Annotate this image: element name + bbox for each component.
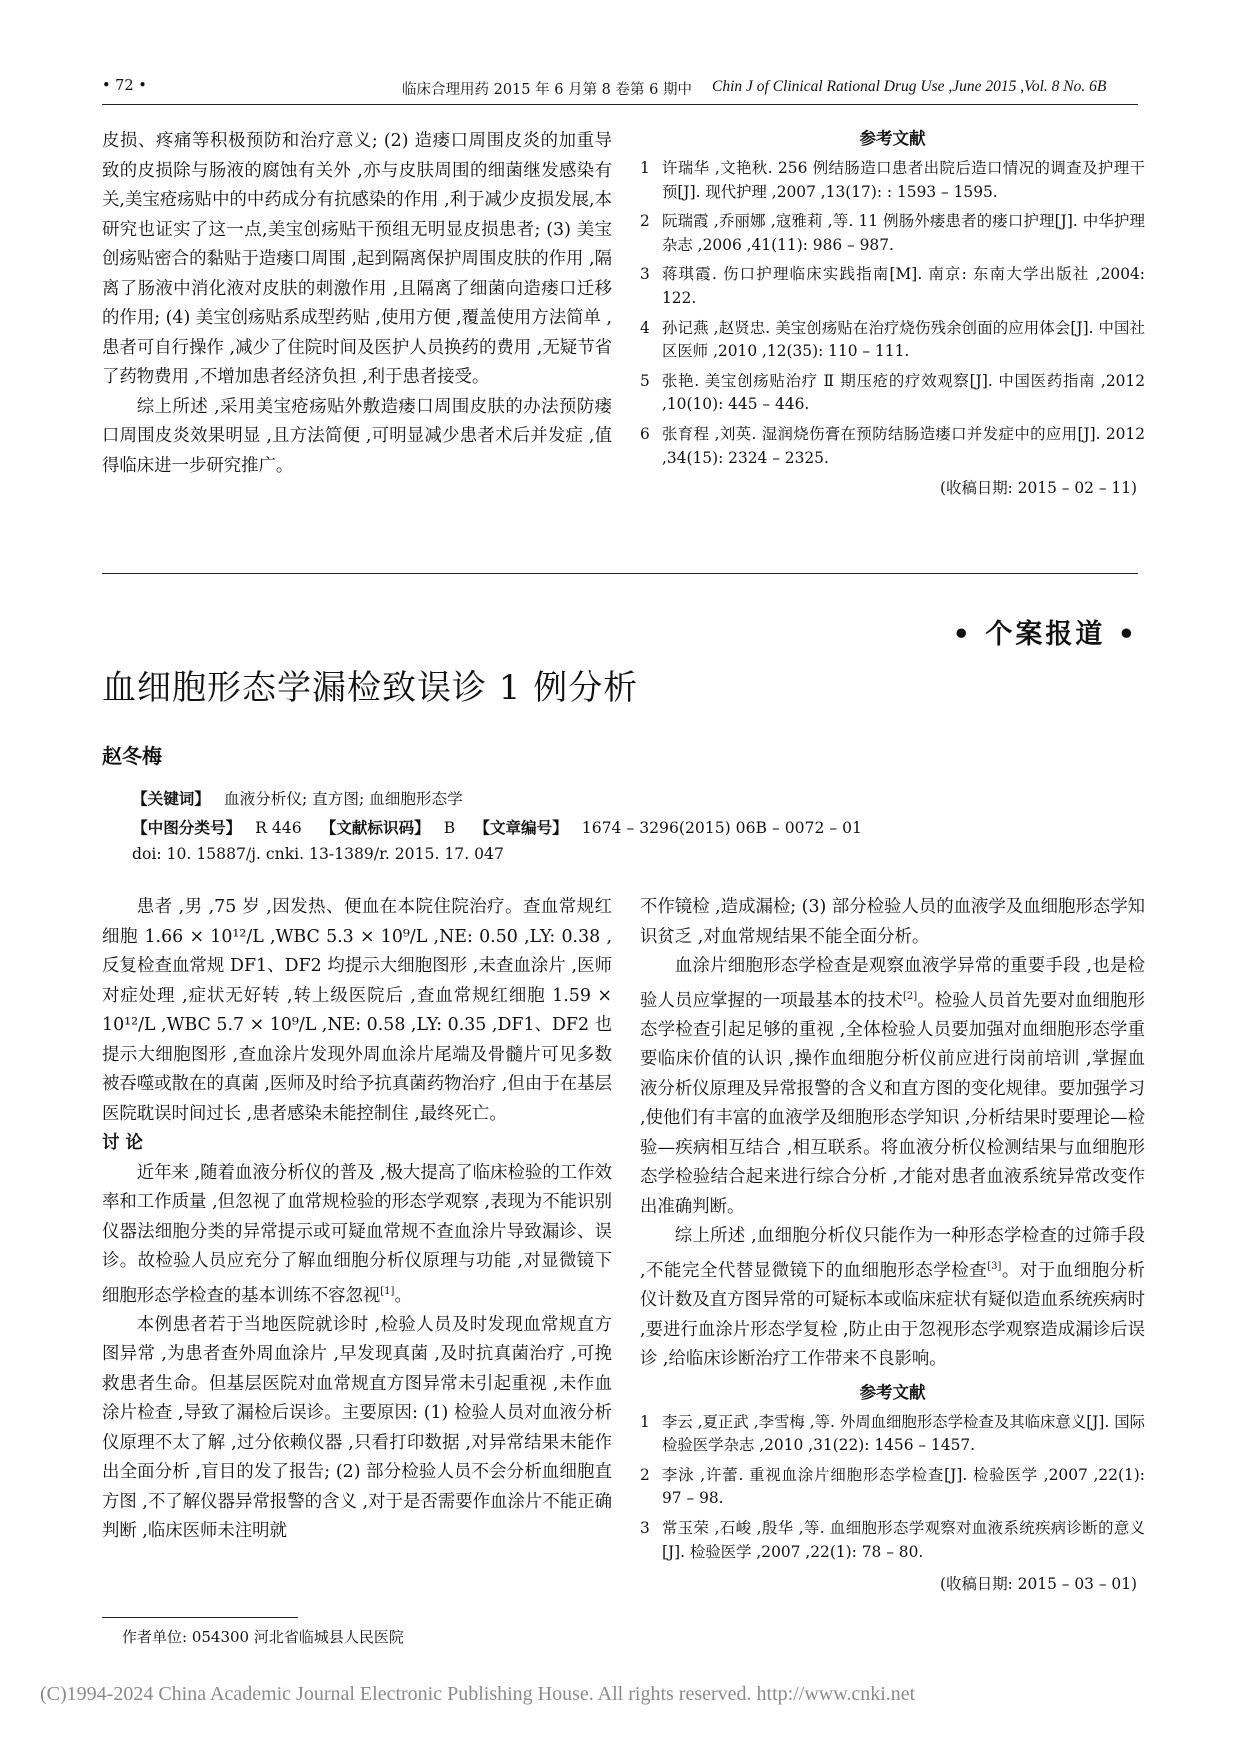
prev-article-references xyxy=(640,127,1145,498)
clc-label: 【中图分类号】 xyxy=(132,818,242,837)
prev-paragraph: 综上所述 ,采用美宝疮疡贴外敷造瘘口周围皮肤的办法预防瘘口周围皮炎效果明显 ,且方法简便 ,可明显减少患者术后并发症 ,值得临床进一步研究推广。 xyxy=(102,396,612,476)
footnote-rule xyxy=(102,1617,298,1618)
conclusion-paragraph: 综上所述 ,血细胞分析仪只能作为一种形态学检查的过筛手段 ,不能完全代替显微镜下的血细胞形态学检查[3]。对于血细胞分析仪计数及直方图异常的可疑标本或临床症状有疑似造血系统疾病时 ,要进行血涂片形态学复检 ,防止由于忽视形态学观察造成漏诊后误诊 ,给临床诊断治疗工作带来不良影响。 xyxy=(640,1226,1145,1370)
page-number: • 72 • xyxy=(102,78,147,94)
received-date: (收稿日期: 2015 – 03 – 01) xyxy=(940,1575,1137,1594)
keywords-label: 【关键词】 xyxy=(132,789,210,808)
prev-article-left-column xyxy=(102,127,612,481)
reference-item: 1 李云 ,夏正武 ,李雪梅 ,等. 外周血细胞形态学检查及其临床意义[J]. 国际检验医学杂志 ,2010 ,31(22): 1456 – 1457. xyxy=(640,1412,1145,1455)
reference-item: 3 蒋琪霞. 伤口护理临床实践指南[M]. 南京: 东南大学出版社 ,2004: 122. xyxy=(640,265,1145,307)
reference-item: 2 阮瑞霞 ,乔丽娜 ,寇雅莉 ,等. 11 例肠外瘘患者的瘘口护理[J]. 中华护理杂志 ,2006 ,41(11): 986 – 987. xyxy=(640,212,1145,254)
continued-paragraph: 不作镜检 ,造成漏检; (3) 部分检验人员的血液学及血细胞形态学知识贫乏 ,对血常规结果不能全面分析。 xyxy=(640,897,1145,947)
references-title: 参考文献 xyxy=(859,129,926,148)
classification-line xyxy=(132,816,862,838)
doi-line: doi: 10. 15887/j. cnki. 13-1389/r. 2015. 17. 047 xyxy=(132,845,504,863)
article-no-label: 【文章编号】 xyxy=(474,818,568,837)
journal-header-cn: 临床合理用药 2015 年 6 月第 8 卷第 6 期中 xyxy=(402,82,692,98)
section-label: • 个案报道 • xyxy=(952,619,1138,650)
reference-item: 5 张艳. 美宝创疡贴治疗 Ⅱ 期压疮的疗效观察[J]. 中国医药指南 ,2012 ,10(10): 445 – 446. xyxy=(640,371,1145,414)
reference-item: 2 李泳 ,许蕾. 重视血涂片细胞形态学检查[J]. 检验医学 ,2007 ,22(1): 97 – 98. xyxy=(640,1465,1145,1508)
article-left-column xyxy=(102,893,612,1547)
keywords-line xyxy=(132,787,463,809)
discussion-heading: 讨 论 xyxy=(102,1133,143,1153)
discussion-paragraph: 血涂片细胞形态学检查是观察血液学异常的重要手段 ,也是检验人员应掌握的一项最基本的技术[2]。检验人员首先要对血细胞形态学检查引起足够的重视 ,全体检验人员要加强对血细胞形态学重要临床价值的认识 ,操作血细胞分析仪前应进行岗前培训 ,掌握血液分析仪原理及异常报警的含义和直方图的变化规律。要加强学习 ,使他们有丰富的血液学及细胞形态学知识 ,分析结果时要理论—检验—疾病相互结合 ,相互联系。将血液分析仪检测结果与血细胞形态学检验结合起来进行综合分析 ,才能对患者血液系统异常改变作出准确判断。 xyxy=(640,956,1145,1217)
doc-code-label: 【文献标识码】 xyxy=(320,818,430,837)
prev-paragraph: 皮损、疼痛等积极预防和治疗意义; (2) 造瘘口周围皮炎的加重导致的皮损除与肠液的腐蚀有关外 ,亦与皮肤周围的细菌继发感染有关,美宝疮疡贴中的中药成分有抗感染的作用 ,利于减少皮损发展,本研究也证实了这一点,美宝创疡贴干预组无明显皮损患者; (3) 美宝创疡贴密合的黏贴于造瘘口周围 ,起到隔离保护周围皮肤的作用 ,隔离了肠液中消化液对皮肤的刺激作用 ,且隔离了细菌向造瘘口迁移的作用; (4) 美宝创疡贴系成型药贴 ,使用方便 ,覆盖使用方法简单 ,患者可自行操作 ,减少了住院时间及医护人员换药的费用 ,无疑节省了药物费用 ,不增加患者经济负担 ,利于患者接受。 xyxy=(102,131,612,387)
article-right-column xyxy=(640,893,1145,1600)
received-date: (收稿日期: 2015 – 02 – 11) xyxy=(940,479,1137,498)
reference-item: 6 张育程 ,刘英. 湿润烧伤膏在预防结肠造瘘口并发症中的应用[J]. 2012 ,34(15): 2324 – 2325. xyxy=(640,424,1145,467)
case-report-paragraph: 患者 ,男 ,75 岁 ,因发热、便血在本院住院治疗。查血常规红细胞 1.66 × 10¹²/L ,WBC 5.3 × 10⁹/L ,NE: 0.50 ,LY: 0.38 ,反复检查血常规 DF1、DF2 均提示大细胞图形 ,未查血涂片 ,医师对症处理 ,症状无好转 ,转上级医院后 ,查血常规红细胞 1.59 × 10¹²/L ,WBC 5.7 × 10⁹/L ,NE: 0.58 ,LY: 0.35 ,DF1、DF2 也提示大细胞图形 ,查血涂片发现外周血涂片尾端及骨髓片可见多数被吞噬或散在的真菌 ,医师及时给予抗真菌药物治疗 ,但由于在基层医院耽误时间过长 ,患者感染未能控制住 ,最终死亡。 xyxy=(102,897,612,1124)
header-rule xyxy=(102,104,1138,105)
article-author: 赵冬梅 xyxy=(102,744,162,768)
discussion-paragraph: 近年来 ,随着血液分析仪的普及 ,极大提高了临床检验的工作效率和工作质量 ,但忽视了血常规检验的形态学观察 ,表现为不能识别仪器法细胞分类的异常提示或可疑血常规不查血涂片导致漏诊、误诊。故检验人员应充分了解血细胞分析仪原理与功能 ,对显微镜下细胞形态学检查的基本训练不容忽视[1]。 xyxy=(102,1162,612,1306)
author-affiliation: 作者单位: 054300 河北省临城县人民医院 xyxy=(122,1628,404,1646)
article-title: 血细胞形态学漏检致误诊 1 例分析 xyxy=(102,668,639,708)
keywords-value: 血液分析仪; 直方图; 血细胞形态学 xyxy=(223,790,463,808)
discussion-paragraph: 本例患者若于当地医院就诊时 ,检验人员及时发现血常规直方图异常 ,为患者查外周血涂片 ,早发现真菌 ,及时抗真菌治疗 ,可挽救患者生命。但基层医院对血常规直方图异常未引起重视 ,未作血涂片检查 ,导致了漏检后误诊。主要原因: (1) 检验人员对血液分析仪原理不太了解 ,过分依赖仪器 ,只看打印数据 ,对异常结果未能作出全面分析 ,盲目的发了报告; (2) 部分检验人员不会分析血细胞直方图 ,不了解仪器异常报警的含义 ,对于是否需要作血涂片不能正确判断 ,临床医师未注明就 xyxy=(102,1314,612,1542)
article-references xyxy=(640,1411,1145,1565)
references-title: 参考文献 xyxy=(859,1382,926,1402)
reference-item: 4 孙记燕 ,赵贤忠. 美宝创疡贴在治疗烧伤残余创面的应用体会[J]. 中国社区医师 ,2010 ,12(35): 110 – 111. xyxy=(640,318,1145,361)
article-no-value: 1674 – 3296(2015) 06B – 0072 – 01 xyxy=(581,819,862,837)
copyright-notice: (C)1994-2024 China Academic Journal Electronic Publishing House. All rights reserved. http://www.cnki.net xyxy=(40,1683,916,1705)
journal-header-en: Chin J of Clinical Rational Drug Use ,June 2015 ,Vol. 8 No. 6B xyxy=(712,78,1107,95)
doc-code-value: B xyxy=(443,819,456,837)
clc-value: R 446 xyxy=(255,819,302,837)
reference-item: 1 许瑞华 ,文艳秋. 256 例结肠造口患者出院后造口情况的调查及护理干预[J]. 现代护理 ,2007 ,13(17): : 1593 – 1595. xyxy=(640,159,1145,201)
reference-item: 3 常玉荣 ,石峻 ,殷华 ,等. 血细胞形态学观察对血液系统疾病诊断的意义[J]. 检验医学 ,2007 ,22(1): 78 – 80. xyxy=(640,1518,1145,1561)
section-divider xyxy=(102,573,1138,574)
